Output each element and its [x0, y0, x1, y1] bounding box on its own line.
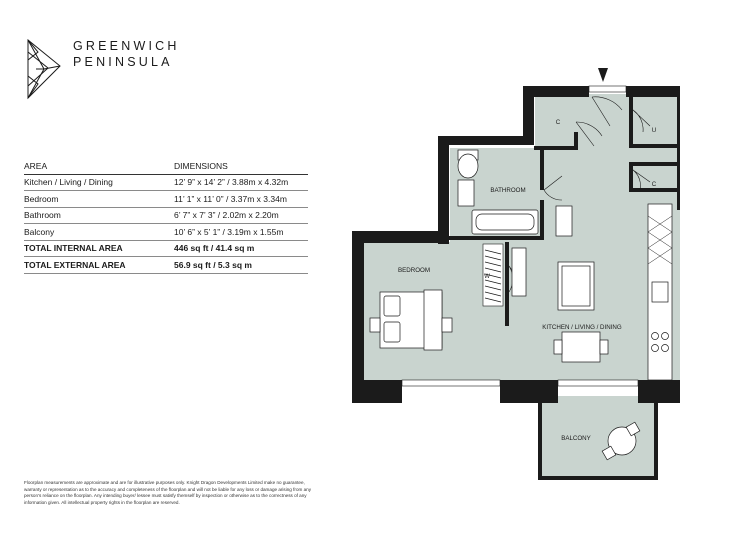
room-name: Bathroom	[24, 210, 61, 221]
cabinet-icon	[556, 206, 572, 236]
toilet-icon	[458, 154, 478, 178]
kitchen-units	[648, 204, 672, 380]
utility-label: U	[651, 127, 657, 134]
dining-table-icon	[562, 332, 600, 362]
room-name: Bedroom	[24, 193, 59, 204]
cupboard-label: C	[555, 119, 561, 126]
brand-line-1: GREENWICH	[73, 39, 180, 53]
total-label: TOTAL EXTERNAL AREA	[24, 259, 126, 270]
basin-icon	[458, 180, 474, 206]
brand-name	[73, 38, 180, 70]
room-dimensions: 12’ 9” x 14’ 2” / 3.88m x 4.32m	[174, 177, 289, 188]
bathroom-label: BATHROOM	[490, 187, 526, 194]
table-row	[24, 224, 308, 241]
room-name: Kitchen / Living / Dining	[24, 177, 113, 188]
room-dimensions: 10’ 6” x 5’ 1” / 3.19m x 1.55m	[174, 226, 284, 237]
sink-icon	[652, 282, 668, 302]
total-row	[24, 241, 308, 258]
area-column-header: AREA	[24, 160, 48, 171]
area-table	[24, 158, 308, 274]
table-row	[24, 175, 308, 192]
greenwich-peninsula-logo-icon	[24, 38, 64, 100]
total-value: 446 sq ft / 41.4 sq m	[174, 243, 255, 254]
brand-line-2: PENINSULA	[73, 55, 173, 69]
hob-icon	[652, 333, 659, 340]
kitchen-label: KITCHEN / LIVING / DINING	[542, 324, 622, 331]
total-label: TOTAL INTERNAL AREA	[24, 243, 123, 254]
table-row	[24, 191, 308, 208]
dimensions-column-header: DIMENSIONS	[174, 160, 228, 171]
entrance-arrow-icon	[598, 68, 608, 82]
balcony-label: BALCONY	[561, 435, 591, 442]
bedroom-label: BEDROOM	[398, 267, 430, 274]
wardrobe-label: W	[484, 273, 490, 280]
disclaimer-text: Floorplan measurements are approximate and are for illustrative purposes only. Knight Dragon Developments Limited make no guarantee, warranty or representation as to the accuracy and completeness of the floorplan and will not be liable for any loss or damage arising from any person’s reliance on the floorplan. Any intending buyer/ lessee must satisfy themself by inspection or otherwise as to the correctness of any information given. All intellectual property rights in the floorplan are reserved.	[24, 480, 312, 505]
room-name: Balcony	[24, 226, 55, 237]
total-value: 56.9 sq ft / 5.3 sq m	[174, 259, 252, 270]
bed-icon	[370, 290, 452, 350]
table-row	[24, 208, 308, 225]
floor-plan	[340, 66, 680, 520]
room-dimensions: 6’ 7” x 7’ 3” / 2.02m x 2.20m	[174, 210, 279, 221]
area-table-header	[24, 158, 308, 175]
total-row	[24, 257, 308, 274]
tv-unit-icon	[512, 248, 526, 296]
room-dimensions: 11’ 1” x 11’ 0” / 3.37m x 3.34m	[174, 193, 287, 204]
cupboard-label: C	[651, 181, 657, 188]
